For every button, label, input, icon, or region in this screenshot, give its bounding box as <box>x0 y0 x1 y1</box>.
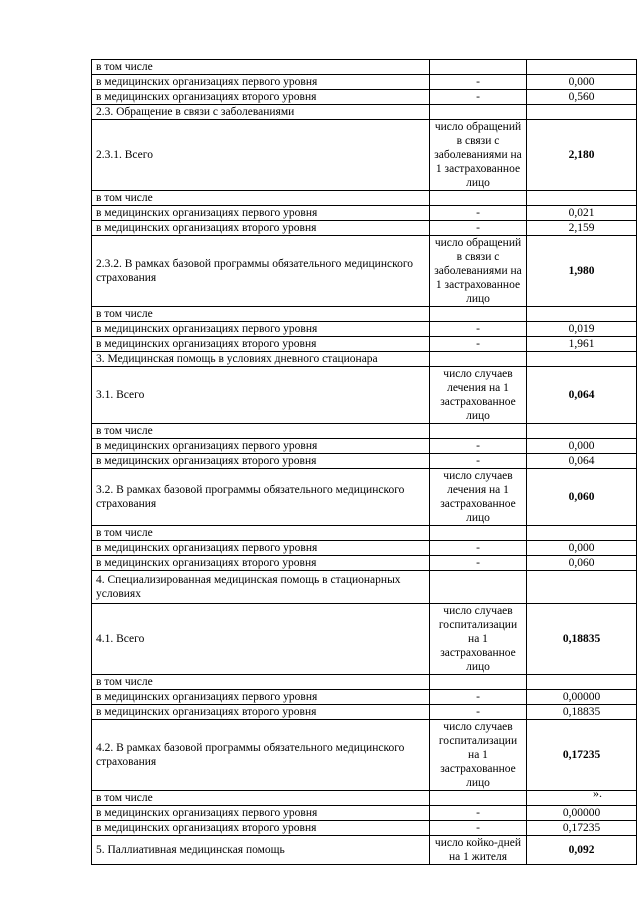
indicator-name-cell: 4.2. В рамках базовой программы обязательного медицинского страхования <box>92 720 430 791</box>
norm-value-cell: 0,560 <box>527 90 637 105</box>
table-row <box>92 705 637 720</box>
indicator-name-cell: в медицинских организациях второго уровня <box>92 556 430 571</box>
unit-cell <box>430 105 527 120</box>
unit-cell: число случаев лечения на 1 застрахованное лицо <box>430 367 527 424</box>
table-row <box>92 675 637 690</box>
unit-cell: число обращений в связи с заболеваниями на 1 застрахованное лицо <box>430 236 527 307</box>
indicator-name-cell: 5. Паллиативная медицинская помощь <box>92 836 430 865</box>
norm-value-cell: 0,000 <box>527 541 637 556</box>
norm-value-cell <box>527 675 637 690</box>
norms-table <box>91 59 637 865</box>
unit-cell: - <box>430 322 527 337</box>
norm-value-cell: 1,980 <box>527 236 637 307</box>
indicator-name-cell: в медицинских организациях первого уровня <box>92 322 430 337</box>
unit-cell: - <box>430 337 527 352</box>
table-row <box>92 191 637 206</box>
unit-cell: число койко-дней на 1 жителя <box>430 836 527 865</box>
unit-cell <box>430 60 527 75</box>
indicator-name-cell: 4. Специализированная медицинская помощь в стационарных условиях <box>92 571 430 604</box>
table-row <box>92 75 637 90</box>
indicator-name-cell: в медицинских организациях второго уровня <box>92 90 430 105</box>
unit-cell <box>430 191 527 206</box>
unit-cell <box>430 352 527 367</box>
table-row <box>92 690 637 705</box>
norm-value-cell <box>527 352 637 367</box>
norms-table-body <box>92 60 637 865</box>
table-row <box>92 806 637 821</box>
table-row <box>92 556 637 571</box>
norm-value-cell: 2,180 <box>527 120 637 191</box>
norm-value-cell: 0,060 <box>527 556 637 571</box>
indicator-name-cell: в медицинских организациях первого уровня <box>92 439 430 454</box>
unit-cell: - <box>430 221 527 236</box>
unit-cell <box>430 424 527 439</box>
table-row <box>92 454 637 469</box>
indicator-name-cell: в том числе <box>92 424 430 439</box>
indicator-name-cell: в медицинских организациях второго уровня <box>92 705 430 720</box>
indicator-name-cell: 3. Медицинская помощь в условиях дневного стационара <box>92 352 430 367</box>
unit-cell: - <box>430 690 527 705</box>
norm-value-cell <box>527 307 637 322</box>
unit-cell: - <box>430 556 527 571</box>
table-row <box>92 439 637 454</box>
norm-value-cell: 1,961 <box>527 337 637 352</box>
table-row <box>92 337 637 352</box>
unit-cell: - <box>430 541 527 556</box>
table-row <box>92 307 637 322</box>
unit-cell: число обращений в связи с заболеваниями на 1 застрахованное лицо <box>430 120 527 191</box>
indicator-name-cell: в том числе <box>92 191 430 206</box>
table-row <box>92 821 637 836</box>
unit-cell: - <box>430 75 527 90</box>
norm-value-cell <box>527 60 637 75</box>
norm-value-cell: 0,00000 <box>527 690 637 705</box>
norm-value-cell <box>527 791 637 806</box>
table-row <box>92 571 637 604</box>
indicator-name-cell: в медицинских организациях первого уровня <box>92 806 430 821</box>
norm-value-cell: 0,060 <box>527 469 637 526</box>
table-row <box>92 836 637 865</box>
indicator-name-cell: в том числе <box>92 791 430 806</box>
norm-value-cell: 0,000 <box>527 75 637 90</box>
indicator-name-cell: в медицинских организациях второго уровня <box>92 337 430 352</box>
indicator-name-cell: в том числе <box>92 526 430 541</box>
table-row <box>92 236 637 307</box>
table-row <box>92 604 637 675</box>
indicator-name-cell: в медицинских организациях первого уровня <box>92 75 430 90</box>
table-row <box>92 541 637 556</box>
unit-cell: - <box>430 806 527 821</box>
table-row <box>92 469 637 526</box>
unit-cell <box>430 571 527 604</box>
closing-quote: ». <box>593 786 602 800</box>
indicator-name-cell: 2.3.1. Всего <box>92 120 430 191</box>
table-row <box>92 526 637 541</box>
unit-cell: - <box>430 206 527 221</box>
norm-value-cell <box>527 191 637 206</box>
table-row <box>92 221 637 236</box>
norm-value-cell: 0,000 <box>527 439 637 454</box>
table-row <box>92 322 637 337</box>
unit-cell: число случаев лечения на 1 застрахованное лицо <box>430 469 527 526</box>
unit-cell: - <box>430 90 527 105</box>
norm-value-cell: 0,18835 <box>527 604 637 675</box>
table-row <box>92 60 637 75</box>
unit-cell: - <box>430 454 527 469</box>
indicator-name-cell: в медицинских организациях первого уровня <box>92 206 430 221</box>
indicator-name-cell: в том числе <box>92 675 430 690</box>
indicator-name-cell: в медицинских организациях второго уровня <box>92 454 430 469</box>
indicator-name-cell: в медицинских организациях второго уровня <box>92 821 430 836</box>
table-row <box>92 90 637 105</box>
table-row <box>92 791 637 806</box>
unit-cell: число случаев госпитализации на 1 застрахованное лицо <box>430 720 527 791</box>
unit-cell <box>430 307 527 322</box>
norm-value-cell: 0,064 <box>527 454 637 469</box>
unit-cell <box>430 791 527 806</box>
indicator-name-cell: в медицинских организациях первого уровня <box>92 541 430 556</box>
norm-value-cell: 0,17235 <box>527 821 637 836</box>
norm-value-cell: 0,021 <box>527 206 637 221</box>
table-row <box>92 720 637 791</box>
unit-cell <box>430 526 527 541</box>
norm-value-cell <box>527 571 637 604</box>
table-row <box>92 120 637 191</box>
norm-value-cell <box>527 424 637 439</box>
norm-value-cell: 2,159 <box>527 221 637 236</box>
table-row <box>92 352 637 367</box>
indicator-name-cell: 4.1. Всего <box>92 604 430 675</box>
indicator-name-cell: 2.3.2. В рамках базовой программы обязательного медицинского страхования <box>92 236 430 307</box>
norm-value-cell <box>527 105 637 120</box>
norm-value-cell: 0,18835 <box>527 705 637 720</box>
table-row <box>92 206 637 221</box>
norm-value-cell: 0,092 <box>527 836 637 865</box>
norm-value-cell: 0,064 <box>527 367 637 424</box>
indicator-name-cell: 3.2. В рамках базовой программы обязательного медицинского страхования <box>92 469 430 526</box>
unit-cell: - <box>430 439 527 454</box>
table-row <box>92 367 637 424</box>
unit-cell: - <box>430 821 527 836</box>
indicator-name-cell: 2.3. Обращение в связи с заболеваниями <box>92 105 430 120</box>
norm-value-cell: 0,17235 <box>527 720 637 791</box>
norm-value-cell: 0,00000 <box>527 806 637 821</box>
unit-cell <box>430 675 527 690</box>
indicator-name-cell: в медицинских организациях первого уровня <box>92 690 430 705</box>
norm-value-cell: 0,019 <box>527 322 637 337</box>
unit-cell: число случаев госпитализации на 1 застрахованное лицо <box>430 604 527 675</box>
indicator-name-cell: в том числе <box>92 307 430 322</box>
unit-cell: - <box>430 705 527 720</box>
indicator-name-cell: в медицинских организациях второго уровня <box>92 221 430 236</box>
norm-value-cell <box>527 526 637 541</box>
indicator-name-cell: 3.1. Всего <box>92 367 430 424</box>
indicator-name-cell: в том числе <box>92 60 430 75</box>
table-row <box>92 105 637 120</box>
table-row <box>92 424 637 439</box>
